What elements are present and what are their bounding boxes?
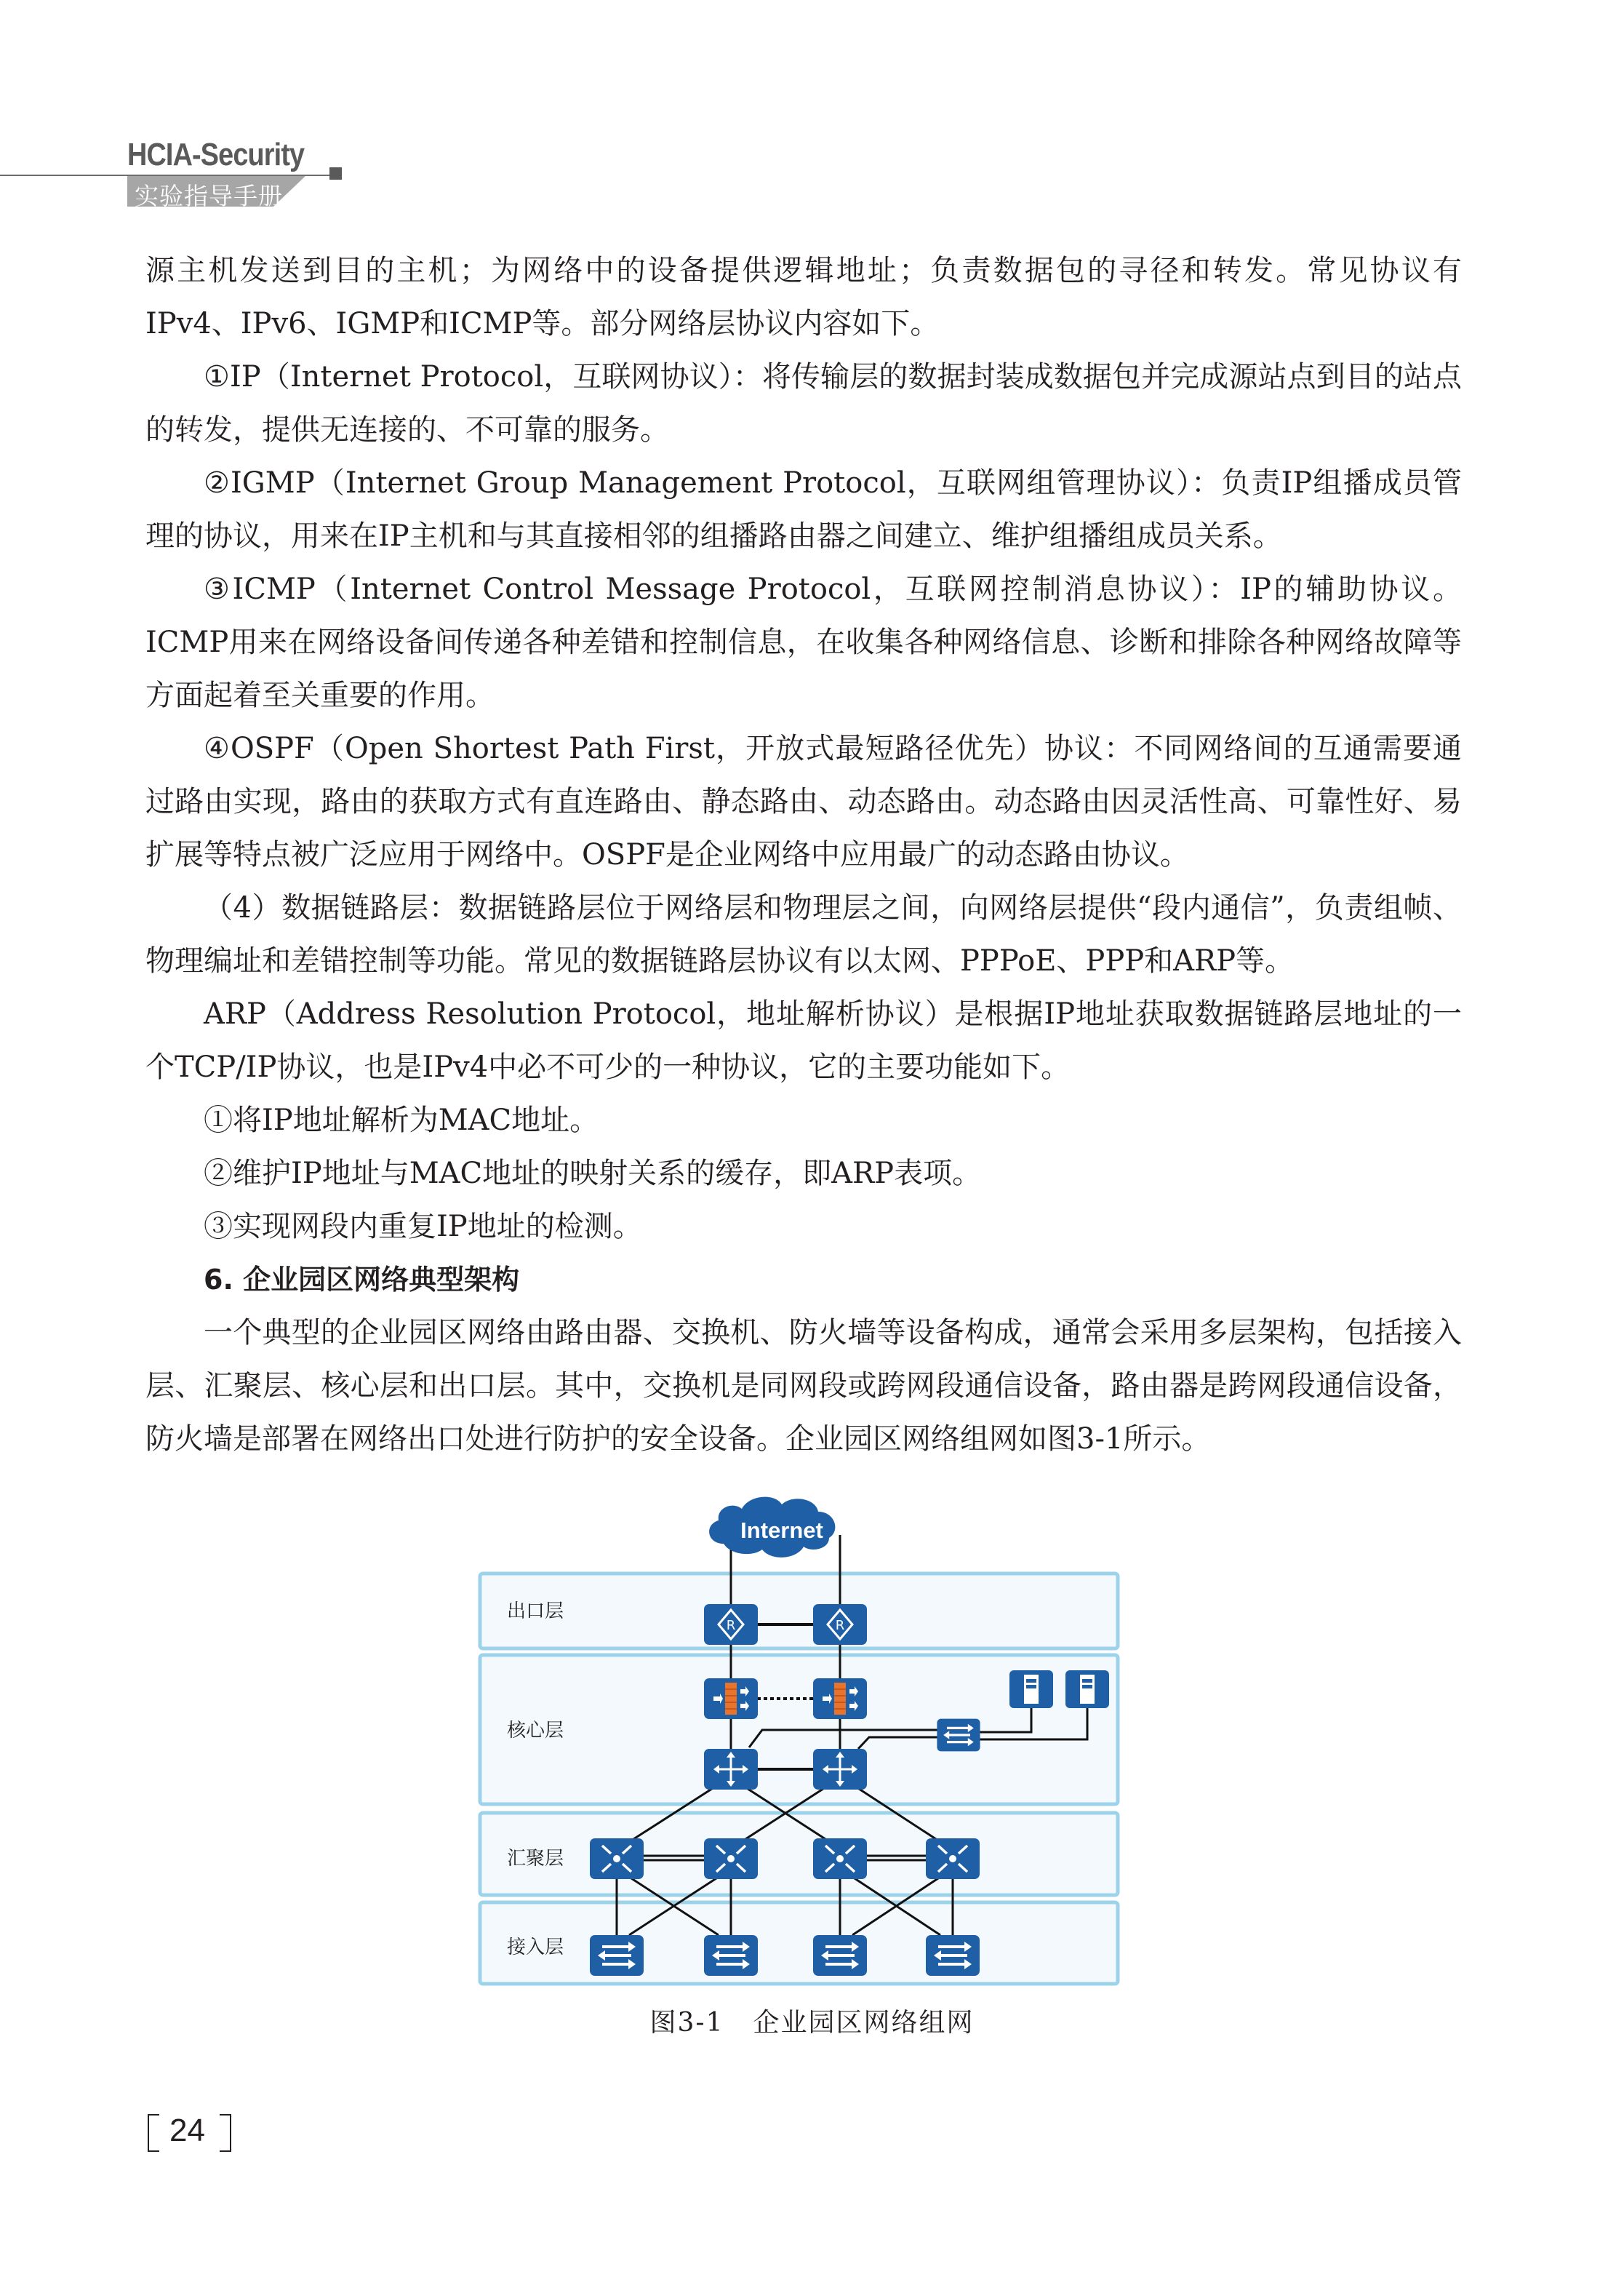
core-switch-icon	[704, 1749, 758, 1790]
paragraph: ARP（Address Resolution Protocol，地址解析协议）是根据IP地址获取数据链路层地址的一个TCP/IP协议，也是IPv4中必不可少的一种协议，它的主要功能如下。	[145, 997, 1462, 1084]
aggregation-switch-icon	[926, 1838, 980, 1879]
layer-label-core: 核心层	[507, 1720, 564, 1742]
figure-title: 企业园区网络组网	[753, 2008, 975, 2038]
layer-label-access: 接入层	[507, 1937, 564, 1958]
firewall-icon	[704, 1678, 758, 1719]
paragraph: 一个典型的企业园区网络由路由器、交换机、防火墙等设备构成，通常会采用多层架构，包括接入层、汇聚层、核心层和出口层。其中，交换机是同网段或跨网段通信设备，路由器是跨网段通信设备，防火墙是部署在网络出口处进行防护的安全设备。企业园区网络组网如图3-1所示。	[145, 1316, 1462, 1456]
aggregation-switch-icon	[590, 1838, 644, 1879]
section-heading: 6. 企业园区网络典型架构	[204, 1264, 520, 1296]
cloud-label: Internet	[740, 1518, 823, 1543]
paragraph: ③ICMP（Internet Control Message Protocol，互联网控制消息协议）：IP的辅助协议。ICMP用来在网络设备间传递各种差错和控制信息，在收集各种网络信息、诊断和排除各种网络故障等方面起着至关重要的作用。	[145, 573, 1462, 712]
paragraph: 源主机发送到目的主机；为网络中的设备提供逻辑地址；负责数据包的寻径和转发。常见协议有IPv4、IPv6、IGMP和ICMP等。部分网络层协议内容如下。	[145, 254, 1462, 340]
aggregation-switch-icon	[813, 1838, 867, 1879]
layer-boxes	[480, 1574, 1118, 1984]
list-item: ③实现网段内重复IP地址的检测。	[204, 1210, 642, 1243]
server-icon	[1065, 1670, 1109, 1708]
layer-box-access	[480, 1902, 1118, 1984]
svg-text:R: R	[726, 1618, 736, 1633]
series-title: HCIA-Security	[127, 137, 305, 172]
list-item: ①将IP地址解析为MAC地址。	[204, 1104, 599, 1137]
access-switch-icon	[926, 1935, 980, 1976]
aggregation-switch-icon	[704, 1838, 758, 1879]
core-switch-icon	[813, 1749, 867, 1790]
access-switch-icon	[813, 1935, 867, 1976]
layer-box-aggregation	[480, 1813, 1118, 1895]
access-switch-icon	[704, 1935, 758, 1976]
paragraph: （4）数据链路层：数据链路层位于网络层和物理层之间，向网络层提供“段内通信”，负责组帧、物理编址和差错控制等功能。常见的数据链路层协议有以太网、PPPoE、PPP和ARP等。	[145, 891, 1462, 978]
layer-label-egress: 出口层	[507, 1600, 564, 1622]
paragraph: ①IP（Internet Protocol，互联网协议）：将传输层的数据封装成数据包并完成源站点到目的站点的转发，提供无连接的、不可靠的服务。	[145, 360, 1462, 447]
router-icon	[813, 1604, 867, 1645]
access-switch-icon	[937, 1719, 980, 1752]
firewall-icon	[813, 1678, 867, 1719]
access-switch-icon	[590, 1935, 644, 1976]
list-item: ②维护IP地址与MAC地址的映射关系的缓存，即ARP表项。	[204, 1157, 982, 1190]
svg-text:R: R	[835, 1618, 845, 1633]
page-number: 24	[169, 2113, 205, 2148]
layer-box-egress	[480, 1574, 1118, 1648]
series-subtitle: 实验指导手册	[135, 182, 283, 210]
paragraph: ②IGMP（Internet Group Management Protocol，互联网组管理协议）：负责IP组播成员管理的协议，用来在IP主机和与其直接相邻的组播路由器之间建立、维护组播组成员关系。	[145, 466, 1462, 553]
paragraph: ④OSPF（Open Shortest Path First，开放式最短路径优先）协议：不同网络间的互通需要通过路由实现，路由的获取方式有直连路由、静态路由、动态路由。动态路由因灵活性高、可靠性好、易扩展等特点被广泛应用于网络中。OSPF是企业网络中应用最广的动态路由协议。	[145, 732, 1462, 872]
page-bracket-right	[220, 2114, 231, 2152]
server-icon	[1009, 1670, 1053, 1708]
page-bracket-left	[148, 2114, 159, 2152]
router-icon	[704, 1604, 758, 1645]
layer-label-aggregation: 汇聚层	[507, 1848, 564, 1870]
figure-number: 图3-1	[649, 2008, 724, 2038]
figure-caption	[0, 2002, 1624, 2039]
